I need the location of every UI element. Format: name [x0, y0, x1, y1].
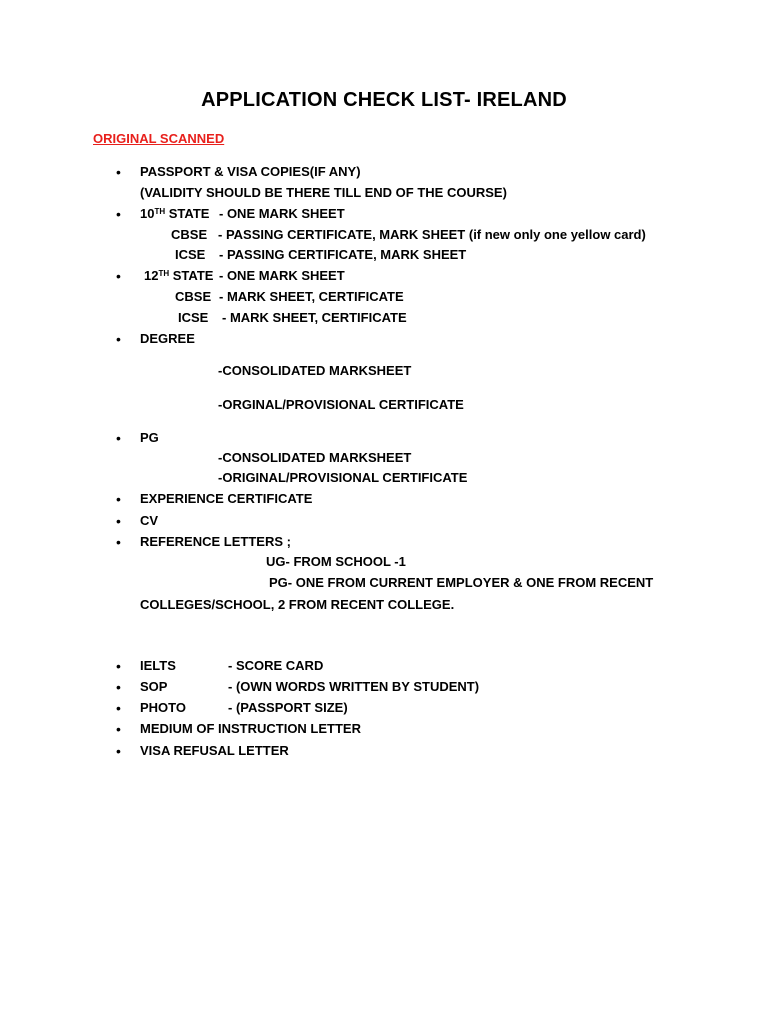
twelfth-num: 12 [144, 268, 159, 283]
item-medium: MEDIUM OF INSTRUCTION LETTER [140, 721, 361, 736]
bullet-icon: • [116, 534, 121, 550]
bullet-icon: • [116, 658, 121, 674]
tenth-sup: TH [154, 207, 166, 216]
twelfth-label: STATE [169, 268, 214, 283]
item-passport: PASSPORT & VISA COPIES(IF ANY) [140, 164, 361, 179]
reference-ug: UG- FROM SCHOOL -1 [266, 554, 406, 569]
section-heading: ORIGINAL SCANNED [93, 131, 225, 146]
twelfth-value: - ONE MARK SHEET [219, 268, 345, 283]
bullet-icon: • [116, 430, 121, 446]
reference-pg-cont: COLLEGES/SCHOOL, 2 FROM RECENT COLLEGE. [140, 597, 455, 612]
bullet-icon: • [116, 513, 121, 529]
pg-sub2: -ORIGINAL/PROVISIONAL CERTIFICATE [218, 470, 468, 485]
tenth-label: STATE [165, 206, 210, 221]
degree-sub2: -ORGINAL/PROVISIONAL CERTIFICATE [218, 397, 464, 412]
bullet-icon: • [116, 679, 121, 695]
item-ielts-value: - SCORE CARD [228, 658, 324, 673]
tenth-num: 10 [140, 206, 155, 221]
reference-pg: PG- ONE FROM CURRENT EMPLOYER & ONE FROM RECENT [269, 575, 654, 590]
item-degree: DEGREE [140, 331, 195, 346]
twelfth-cbse-value: - MARK SHEET, CERTIFICATE [219, 289, 404, 304]
item-sop-value: - (OWN WORDS WRITTEN BY STUDENT) [228, 679, 480, 694]
item-pg: PG [140, 430, 159, 445]
tenth-icse-label: ICSE [175, 247, 206, 262]
item-sop-label: SOP [140, 679, 168, 694]
twelfth-sup: TH [158, 269, 170, 278]
item-cv: CV [140, 513, 159, 528]
bullet-icon: • [116, 164, 121, 180]
bullet-icon: • [116, 331, 121, 347]
bullet-icon: • [116, 206, 121, 222]
bullet-icon: • [116, 491, 121, 507]
bullet-icon: • [116, 743, 121, 759]
item-photo-value: - (PASSPORT SIZE) [228, 700, 348, 715]
item-passport-note: (VALIDITY SHOULD BE THERE TILL END OF THE COURSE) [140, 185, 507, 200]
twelfth-icse-value: - MARK SHEET, CERTIFICATE [222, 310, 407, 325]
tenth-cbse-label: CBSE [171, 227, 208, 242]
item-tenth [140, 206, 209, 222]
item-experience: EXPERIENCE CERTIFICATE [140, 491, 313, 506]
tenth-icse-value: - PASSING CERTIFICATE, MARK SHEET [219, 247, 467, 262]
twelfth-icse-label: ICSE [178, 310, 209, 325]
pg-sub1: -CONSOLIDATED MARKSHEET [218, 450, 412, 465]
bullet-icon: • [116, 268, 121, 284]
tenth-value: - ONE MARK SHEET [219, 206, 345, 221]
item-ielts-label: IELTS [140, 658, 176, 673]
item-visa-refusal: VISA REFUSAL LETTER [140, 743, 289, 758]
item-reference: REFERENCE LETTERS ; [140, 534, 291, 549]
bullet-icon: • [116, 721, 121, 737]
item-twelfth [144, 268, 213, 284]
tenth-cbse-value: - PASSING CERTIFICATE, MARK SHEET (if new only one yellow card) [218, 227, 646, 242]
item-photo-label: PHOTO [140, 700, 186, 715]
page-title: APPLICATION CHECK LIST- IRELAND [201, 89, 567, 111]
twelfth-cbse-label: CBSE [175, 289, 212, 304]
degree-sub1: -CONSOLIDATED MARKSHEET [218, 363, 412, 378]
bullet-icon: • [116, 700, 121, 716]
